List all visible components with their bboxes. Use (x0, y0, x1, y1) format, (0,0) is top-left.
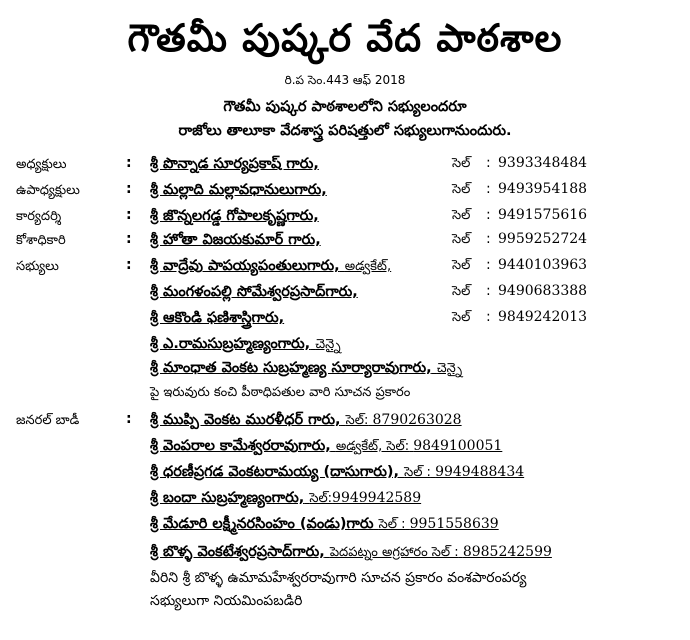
subtitle-line-1: గౌతమీ పుష్కర పాఠశాలలోని సభ్యులందరూ (223, 99, 467, 115)
member-name-text: శ్రీ ధరణీప్రగడ వెంకటరామయ్య (దాసుగారు), (150, 464, 400, 480)
phone-number: 9491575616 (498, 207, 588, 223)
general-body-row (0, 462, 690, 486)
member-name (150, 542, 552, 563)
colon: : (126, 257, 132, 273)
member-role: కార్యదర్శి (16, 209, 62, 224)
phone-number: 9949942589 (332, 490, 422, 506)
member-name (150, 488, 421, 509)
colon: : (126, 411, 132, 427)
colon: : (126, 231, 132, 247)
phone-number: 9490683388 (498, 283, 588, 299)
member-cell (330, 545, 552, 560)
member-name-text: శ్రీ బందా సుబ్రహ్మణ్యంగారు, (150, 490, 305, 506)
colon: : (486, 155, 491, 171)
cell-label: అడ్వకేట్, సెల్: (335, 439, 410, 454)
member-name: శ్రీ మల్లాది మల్లావధానులుగారు, (150, 182, 327, 198)
member-cell (379, 517, 499, 532)
cell-label: పెదపట్నం అగ్రహారం సెల్ : (329, 545, 459, 560)
colon: : (486, 309, 491, 325)
colon: : (126, 207, 132, 223)
cell-label: సెల్ : (404, 465, 431, 480)
member-row (0, 282, 690, 306)
footer-note-line-2: సభ్యులుగా నియమింపబడిరి (150, 593, 303, 609)
member-name (150, 462, 524, 483)
member-role: సభ్యులు (16, 259, 59, 274)
colon: : (486, 207, 491, 223)
general-body-row (0, 436, 690, 460)
member-name-text: శ్రీ వెంపరాల కామేశ్వరరావుగారు, (150, 438, 331, 454)
cell-label: సెల్ (452, 310, 471, 325)
cell-label: సెల్ (452, 208, 471, 223)
cell-label: సెల్ (452, 258, 471, 273)
registration-number: రి.ప సెం.443 ఆఫ్ 2018 (284, 73, 406, 87)
member-extra: చెన్నై (315, 337, 341, 352)
general-body-row (0, 514, 690, 538)
general-body-row (0, 410, 690, 434)
general-body-row (0, 488, 690, 512)
member-row (0, 180, 690, 204)
member-row (0, 230, 690, 254)
member-name: శ్రీ జొన్నలగడ్డ గోపాలకృష్ణగారు, (150, 208, 319, 224)
member-name: శ్రీ మంగళంపల్లి సోమేశ్వరప్రసాద్‌గారు, (150, 284, 358, 300)
member-name-text: శ్రీ ఎ.రామసుబ్రహ్మణ్యంగారు, (150, 336, 311, 352)
member-name-text: శ్రీ ముప్పి వెంకట మురళీధర్ గారు, (150, 412, 341, 428)
cell-label: సెల్ : (378, 517, 406, 532)
general-body-label: జనరల్ బాడీ (16, 413, 80, 428)
member-name-text: శ్రీ మేడూరి లక్ష్మీనరసింహం (వండు)గారు (150, 516, 374, 532)
member-row (0, 358, 690, 382)
phone-number: 9951558639 (409, 516, 499, 532)
member-name (150, 358, 462, 379)
member-cell (309, 491, 421, 506)
cell-label: సెల్ (452, 232, 471, 247)
member-name (150, 256, 391, 277)
subtitle-line-2: రాజోలు తాలూకా వేదశాస్త్ర పరిషత్తులో సభ్యులుగానుందురు. (178, 123, 512, 139)
cell-label: సెల్: (309, 491, 333, 506)
phone-number: 9849100051 (413, 438, 503, 454)
phone-number: 9959252724 (498, 231, 588, 247)
phone-number: 9440103963 (498, 257, 588, 273)
member-row (0, 256, 690, 280)
phone-number: 9849242013 (498, 309, 588, 325)
member-name: శ్రీ ఆకొండి ఫణిశాస్త్రిగారు, (150, 310, 285, 326)
cell-label: సెల్ (452, 156, 471, 171)
colon: : (486, 283, 491, 299)
member-extra: అడ్వకేట్, (344, 259, 392, 274)
member-name-text: శ్రీ మాంధాత వెంకట సుబ్రహ్మణ్య సూర్యారావుగారు, (150, 360, 432, 376)
colon: : (486, 257, 491, 273)
member-row (0, 154, 690, 178)
colon: : (486, 181, 491, 197)
member-row (0, 206, 690, 230)
member-row (0, 308, 690, 332)
member-name (150, 410, 462, 431)
member-name (150, 334, 341, 355)
phone-number: 8790263028 (372, 412, 462, 428)
member-role: కోశాధికారి (16, 233, 66, 248)
cell-label: సెల్ (452, 284, 471, 299)
member-extra: చెన్నై (436, 361, 463, 376)
phone-number: 9493954188 (498, 181, 588, 197)
member-name: శ్రీ పొన్నాడ సూర్యప్రకాష్ గారు, (150, 156, 319, 172)
kanchi-note: పై ఇరువురు కంచి పీఠాధిపతుల వారి సూచన ప్రకారం (150, 385, 411, 400)
member-cell (404, 465, 524, 480)
member-cell (346, 413, 462, 428)
member-name: శ్రీ హోతా విజయకుమార్ గారు, (150, 232, 321, 248)
general-body-row (0, 542, 690, 566)
member-name (150, 514, 499, 535)
member-name (150, 436, 502, 457)
footer-note-line-1: వీరిని శ్రీ బొళ్ళ ఉమామహేశ్వరరావుగారి సూచన ప్రకారం వంశపారంపర్య (150, 570, 527, 586)
phone-number: 9393348484 (498, 155, 588, 171)
member-role: అధ్యక్షులు (16, 157, 67, 172)
page-title: గౌతమీ పుష్కర వేద పాఠశాల (127, 16, 563, 60)
member-role: ఉపాధ్యక్షులు (16, 183, 80, 198)
note-row (0, 384, 690, 408)
member-name-text: శ్రీ బొళ్ళ వెంకటేశ్వరప్రసాద్‌గారు, (150, 544, 325, 560)
cell-label: సెల్ (452, 182, 471, 197)
colon: : (126, 181, 132, 197)
member-cell (336, 439, 502, 454)
member-row (0, 334, 690, 358)
cell-label: సెల్: (345, 413, 369, 428)
phone-number: 9949488434 (435, 464, 525, 480)
colon: : (486, 231, 491, 247)
phone-number: 8985242599 (462, 544, 552, 560)
member-name-text: శ్రీ వాద్రేవు పాపయ్యపంతులుగారు, (150, 258, 340, 274)
colon: : (126, 155, 132, 171)
